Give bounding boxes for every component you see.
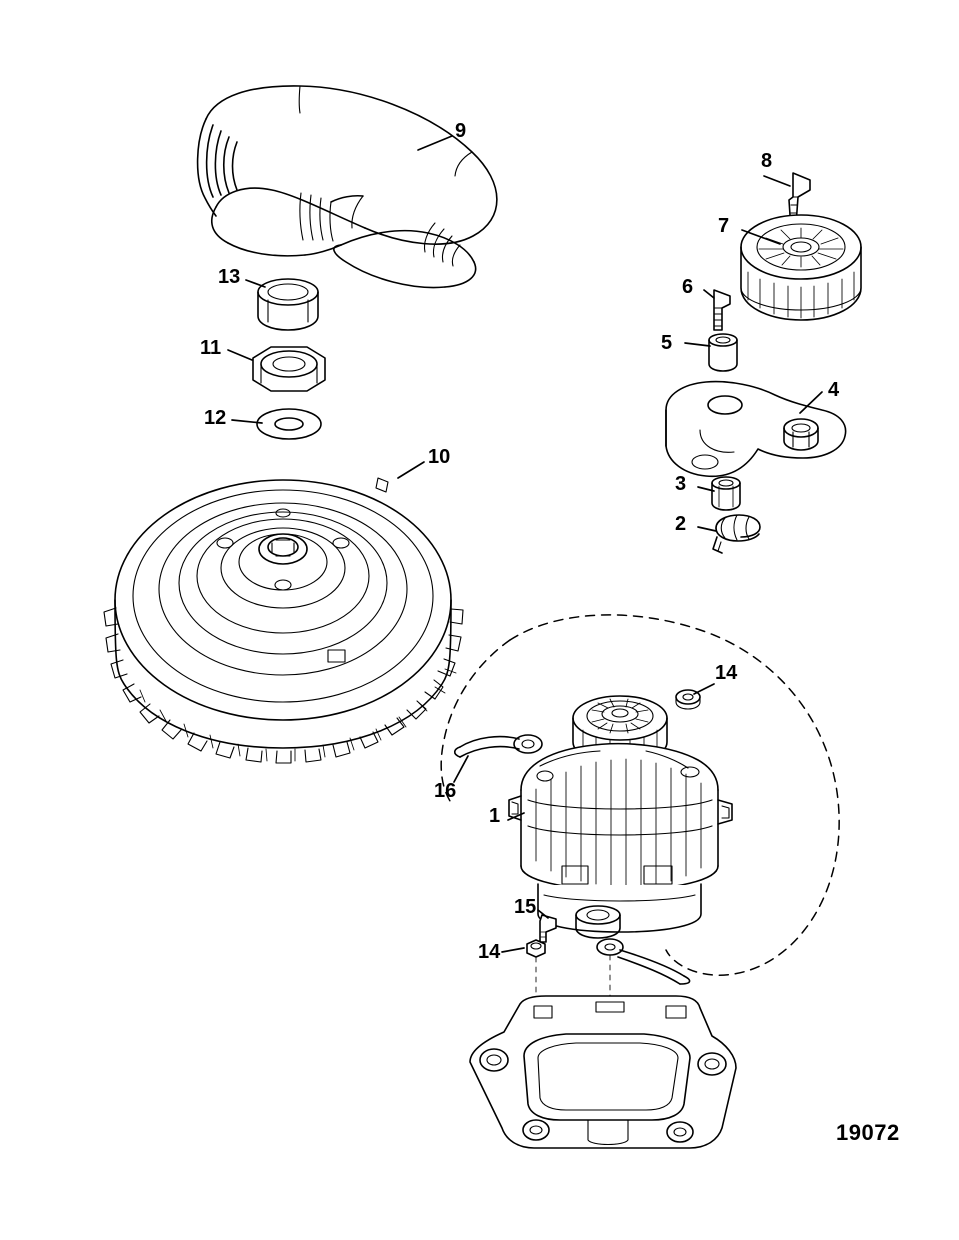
callout-16: 16: [434, 780, 457, 802]
part-terminal-screw: [540, 915, 556, 942]
part-mounting-flange: [470, 996, 736, 1148]
part-nut: [253, 347, 325, 391]
callout-11: 11: [200, 337, 222, 359]
part-lower-lead-wire: [597, 939, 690, 1000]
part-alternator: [509, 696, 732, 938]
callout-2: 2: [675, 513, 687, 535]
callout-13: 13: [218, 266, 241, 288]
callout-14-lower: 14: [478, 941, 501, 963]
callout-10: 10: [428, 446, 451, 468]
callout-12: 12: [204, 407, 227, 429]
part-sleeve: [258, 279, 318, 330]
part-bolt-6: [714, 290, 730, 330]
part-nut-14-lower: [527, 940, 545, 1000]
callout-6: 6: [682, 276, 694, 298]
callout-8: 8: [761, 150, 773, 172]
callout-14-upper: 14: [715, 662, 738, 684]
callout-1: 1: [489, 805, 501, 827]
part-flywheel: [104, 478, 463, 763]
part-spring-clip: [713, 515, 760, 553]
part-washer: [257, 409, 321, 439]
callout-5: 5: [661, 332, 673, 354]
callout-15: 15: [514, 896, 537, 918]
diagram-id-number: 19072: [836, 1120, 900, 1145]
part-spacer-5: [709, 334, 737, 371]
callout-9: 9: [455, 120, 467, 142]
callout-3: 3: [675, 473, 687, 495]
callout-7: 7: [718, 215, 730, 237]
part-idler-pulley: [741, 215, 861, 320]
part-ground-lead: [455, 735, 542, 757]
part-serpentine-belt: [198, 86, 497, 288]
part-spacer-3: [712, 477, 740, 510]
callout-4: 4: [828, 379, 840, 401]
